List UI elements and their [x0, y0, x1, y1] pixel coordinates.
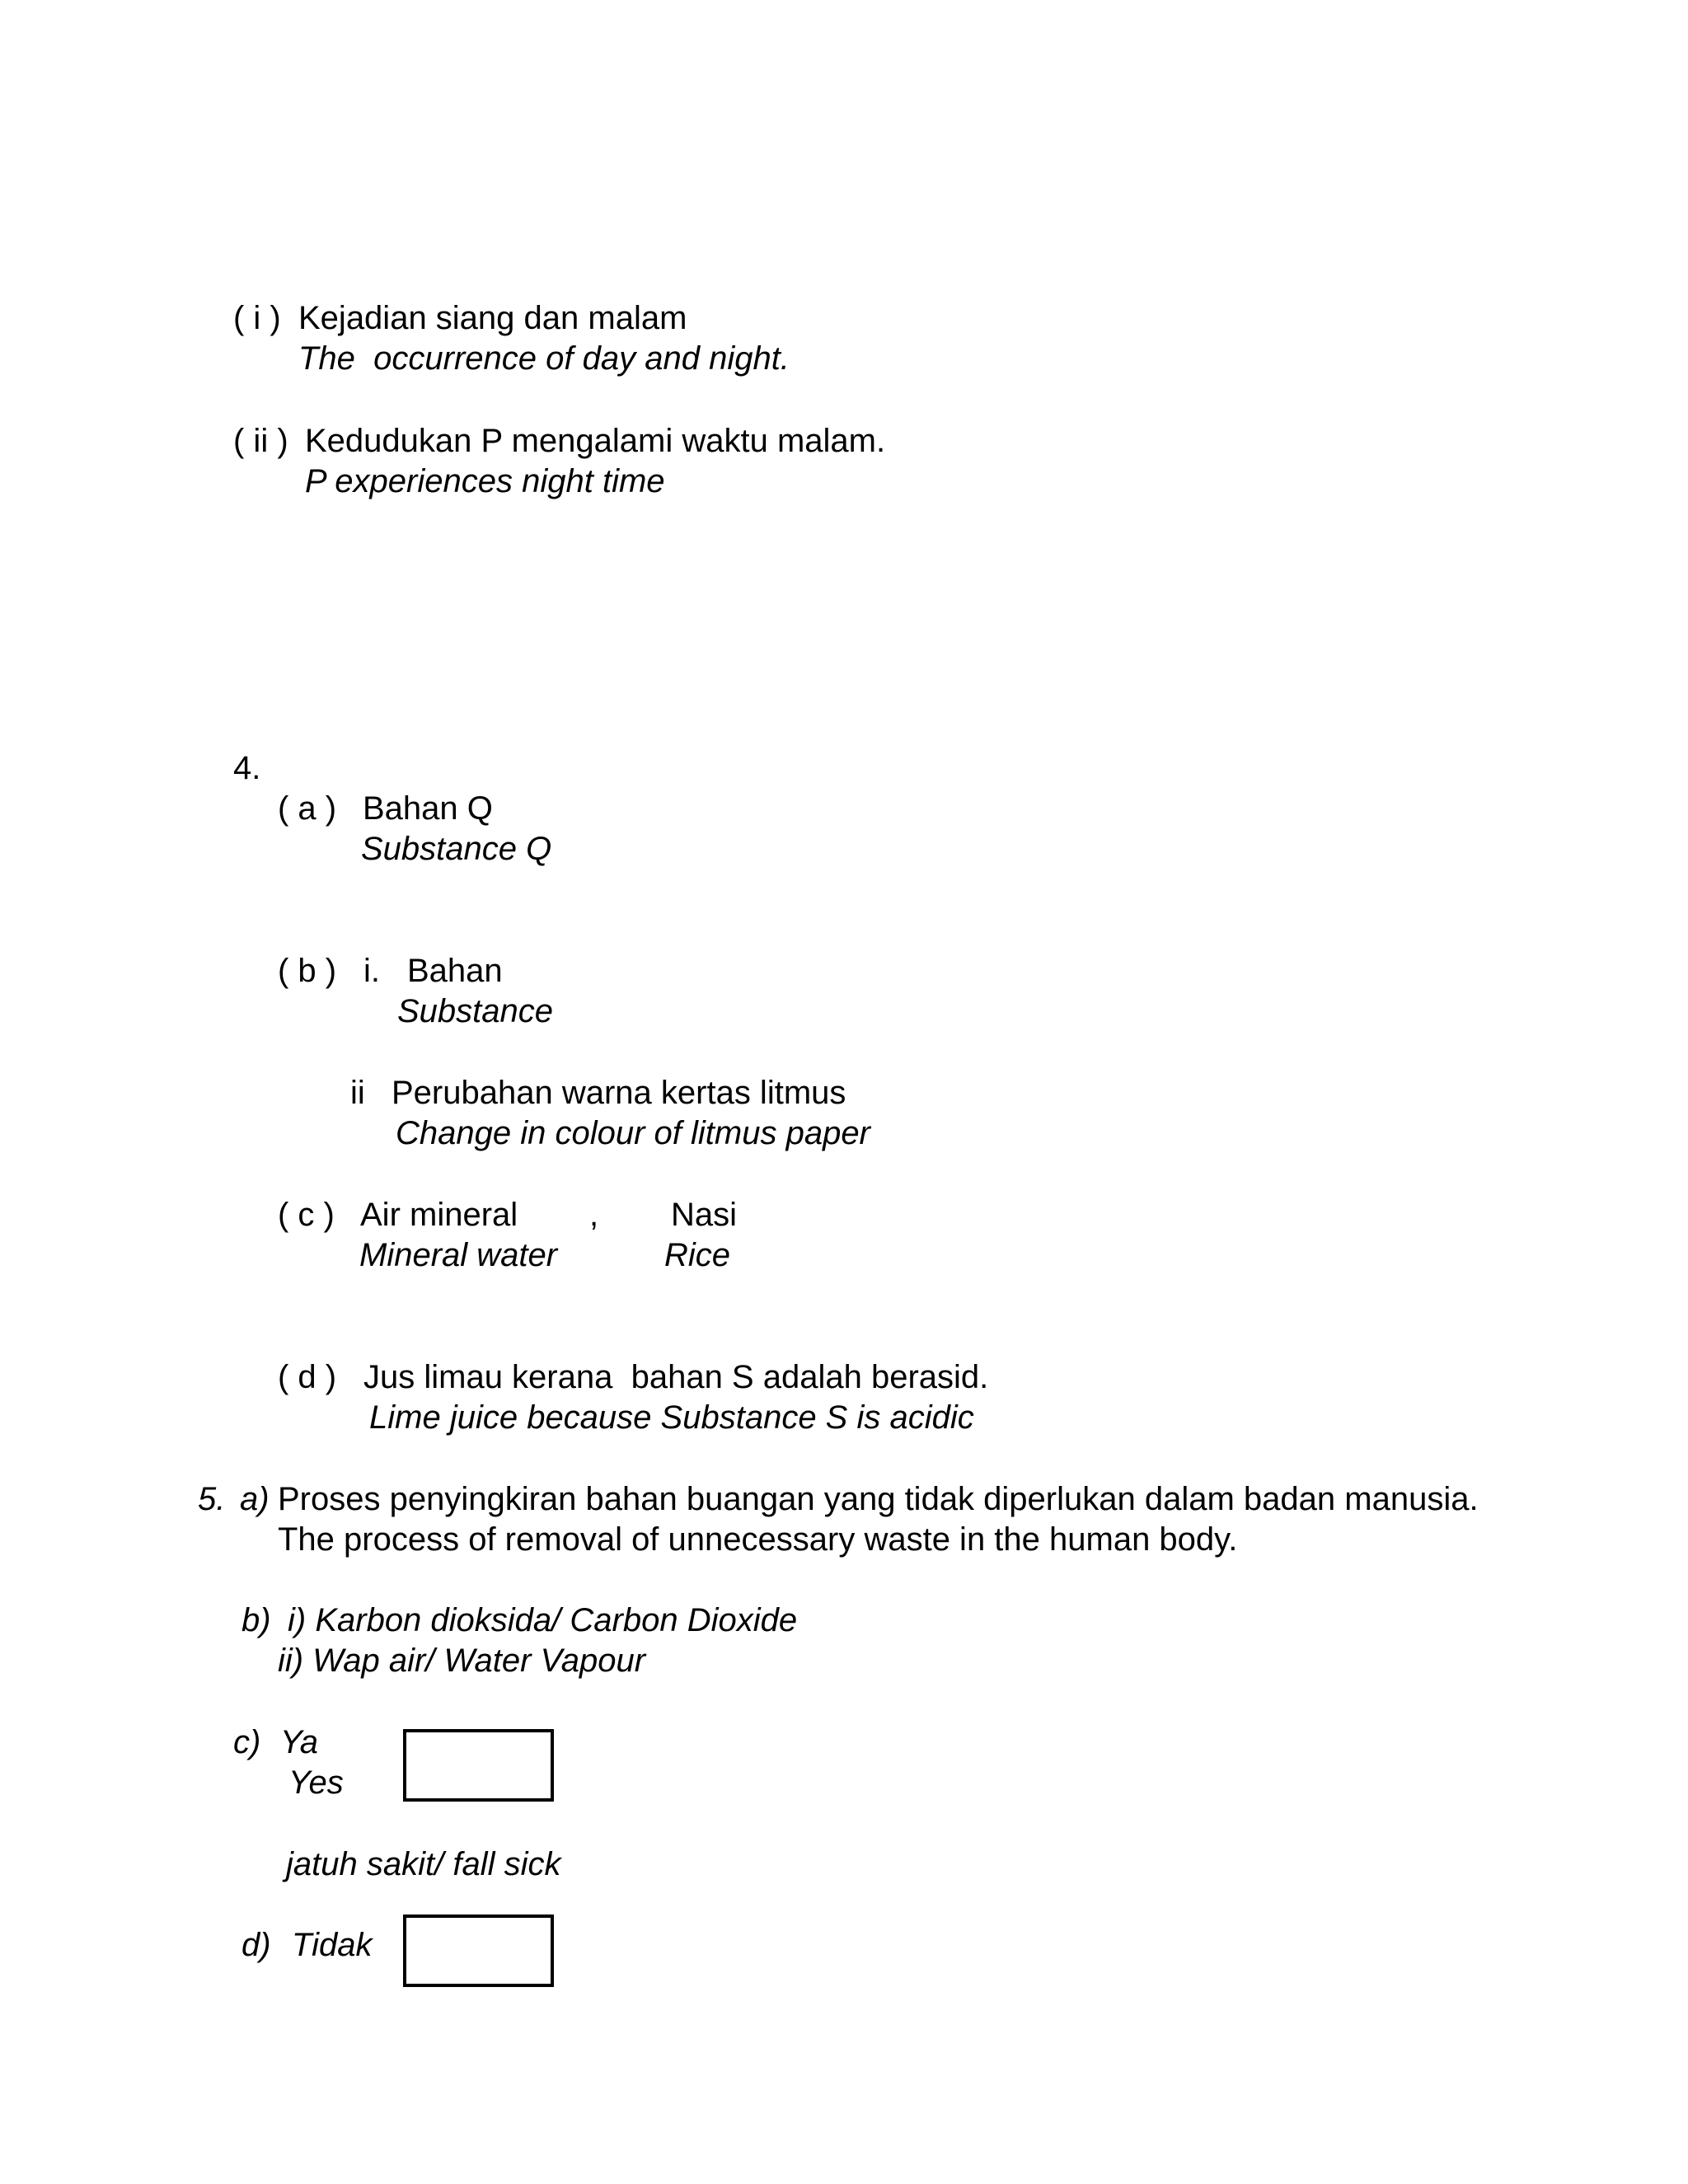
q5-b-label: b) — [241, 1602, 271, 1638]
q4-b-label: ( b ) — [278, 953, 337, 989]
q5-a-text-en: The process of removal of unnecessary waste in the human body. — [278, 1521, 1238, 1558]
q4-c-item1-ms: Air mineral — [360, 1197, 518, 1233]
q4-a-text-ms: Bahan Q — [363, 790, 493, 827]
q5-d-text-ms: Tidak — [292, 1927, 373, 1963]
q5-c-text-ms: Ya — [280, 1724, 318, 1760]
q4-b-ii-text-en: Change in colour of litmus paper — [396, 1115, 870, 1151]
q4-d-text-ms: Jus limau kerana bahan S adalah berasid. — [363, 1359, 989, 1395]
q4-c-item2-ms: Nasi — [671, 1197, 738, 1233]
item-i-text-ms: Kejadian siang dan malam — [298, 300, 687, 336]
item-ii-label: ( ii ) — [233, 423, 288, 459]
q4-d-label: ( d ) — [278, 1359, 337, 1395]
q5-a-text-ms: Proses penyingkiran bahan buangan yang tidak diperlukan dalam badan manusia. — [278, 1481, 1479, 1517]
q4-c-label: ( c ) — [278, 1197, 335, 1233]
q4-b-i-label: i. — [363, 953, 380, 989]
q4-c-item2-en: Rice — [664, 1237, 731, 1273]
q5-b-line2: ii) Wap air/ Water Vapour — [278, 1643, 646, 1679]
item-ii-text-ms: Kedudukan P mengalami waktu malam. — [305, 423, 886, 459]
q4-c-separator: , — [589, 1197, 599, 1233]
q5-d-label: d) — [241, 1927, 271, 1963]
yes-answer-box[interactable] — [403, 1729, 554, 1802]
q4-b-i-text-ms: Bahan — [407, 953, 503, 989]
q4-b-ii-text-ms: Perubahan warna kertas litmus — [392, 1075, 846, 1111]
q4-d-text-en: Lime juice because Substance S is acidic — [369, 1399, 974, 1436]
q4-b-i-text-en: Substance — [397, 993, 554, 1029]
q4-b-ii-label: ii — [350, 1075, 365, 1111]
q4-c-item1-en: Mineral water — [359, 1237, 558, 1273]
no-answer-box[interactable] — [403, 1915, 554, 1987]
q5-c-text-en: Yes — [288, 1765, 344, 1801]
q4-a-text-en: Substance Q — [361, 831, 552, 867]
q5-c-label: c) — [233, 1724, 261, 1760]
question-4-number: 4. — [233, 750, 261, 786]
q5-a-label: a) — [240, 1481, 270, 1517]
question-5-number: 5. — [198, 1481, 226, 1517]
item-i-label: ( i ) — [233, 300, 281, 336]
q4-a-label: ( a ) — [278, 790, 337, 827]
q5-c-reason: jatuh sakit/ fall sick — [286, 1846, 561, 1882]
item-ii-text-en: P experiences night time — [305, 463, 665, 499]
q5-b-line1: i) Karbon dioksida/ Carbon Dioxide — [288, 1602, 798, 1638]
item-i-text-en: The occurrence of day and night. — [298, 340, 790, 377]
